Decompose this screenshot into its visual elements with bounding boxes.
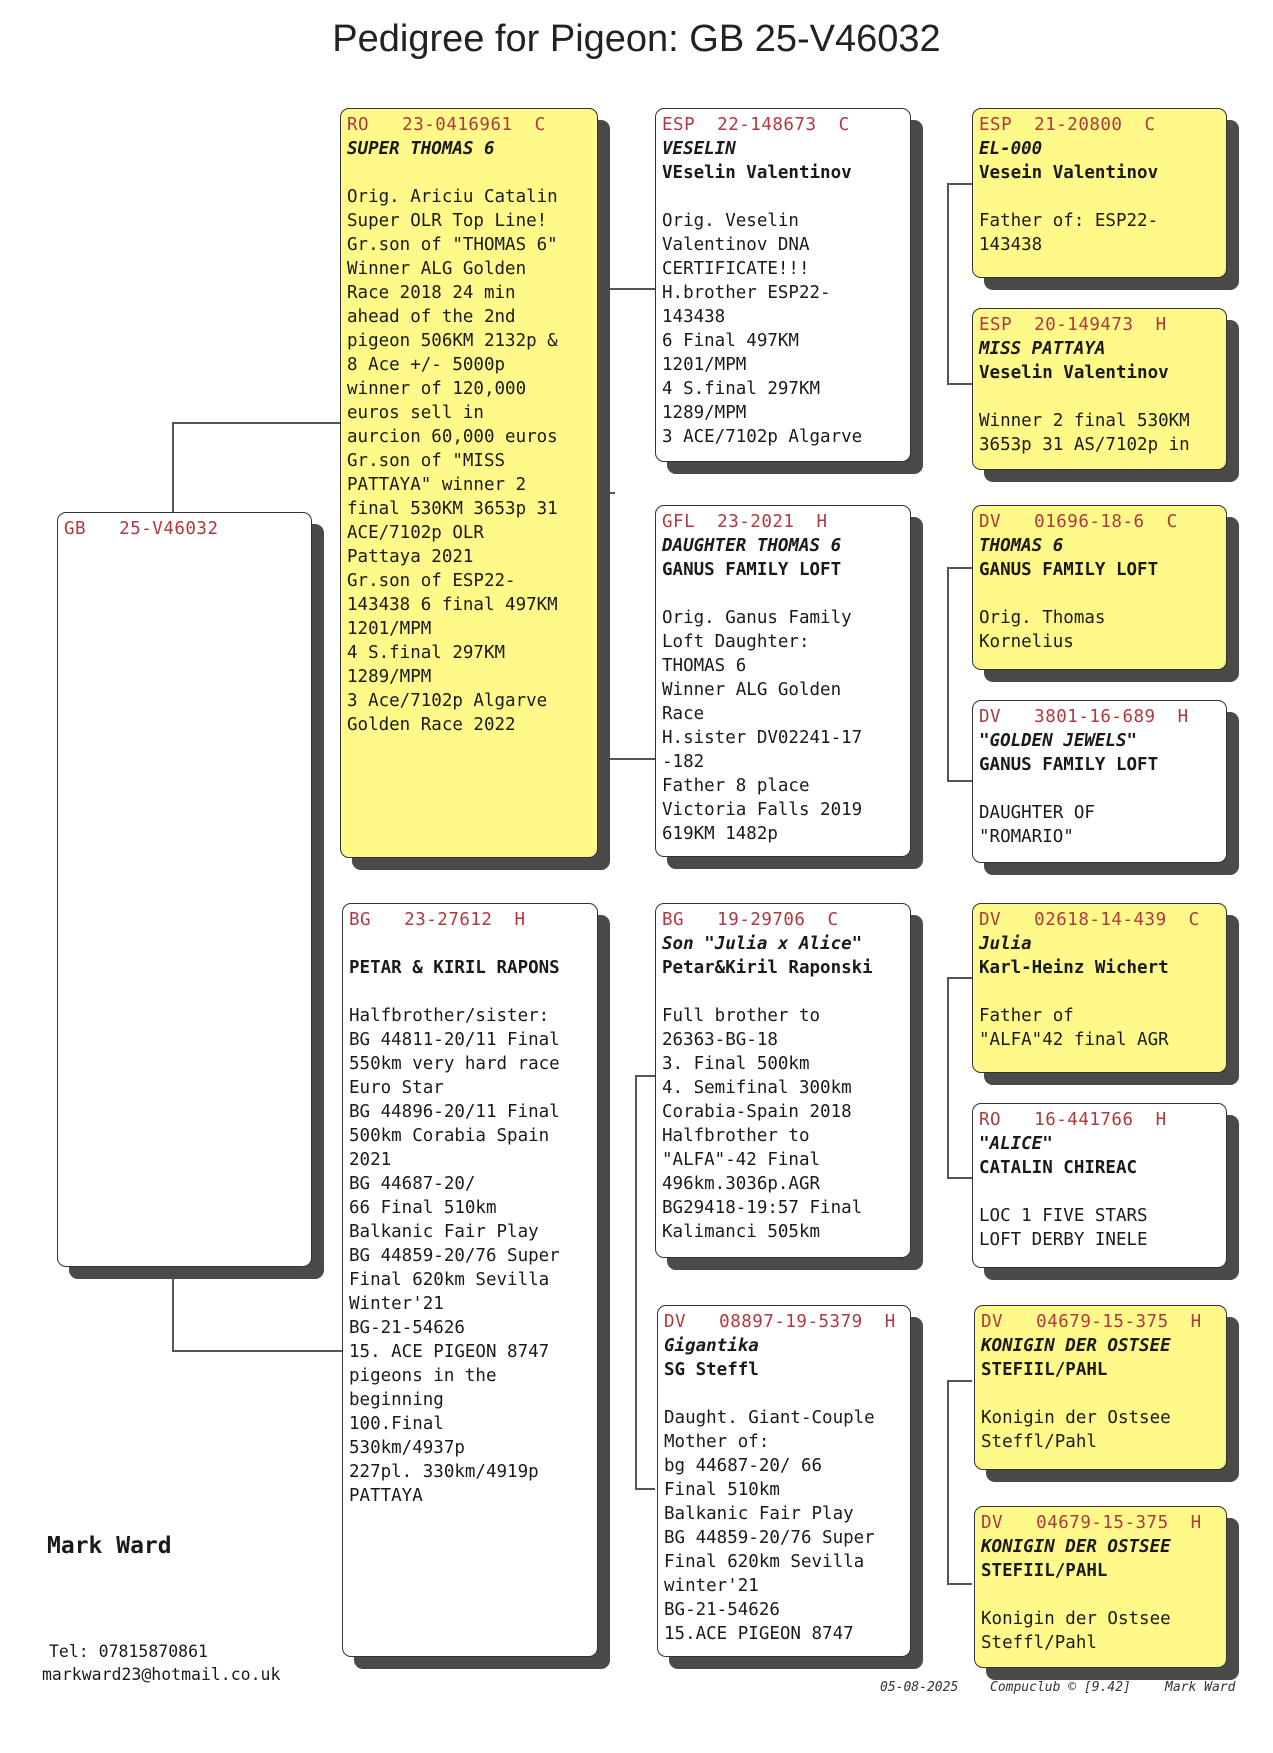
owner-name: Vesein Valentinov <box>979 163 1159 183</box>
subject-pigeon-card <box>57 512 312 1267</box>
connector-line <box>947 977 949 1177</box>
pedigree-notes: LOC 1 FIVE STARS LOFT DERBY INELE <box>979 1206 1148 1250</box>
connector-line <box>947 977 972 979</box>
ring-number: ESP 20-149473 H <box>979 315 1167 335</box>
pigeon-name: "ALICE" <box>979 1134 1053 1154</box>
owner-name: GANUS FAMILY LOFT <box>979 560 1159 580</box>
pigeon-name: MISS PATTAYA <box>979 339 1106 359</box>
connector-line <box>635 1075 655 1077</box>
dam-dam-sire-card <box>974 1305 1227 1470</box>
connector-line <box>947 1380 972 1382</box>
sire-sire-card <box>655 108 911 462</box>
ring-number: RO 23-0416961 C <box>347 115 546 135</box>
connector-line <box>947 1583 972 1585</box>
owner-name: Veselin Valentinov <box>979 363 1169 383</box>
ring-number: DV 02618-14-439 C <box>979 910 1200 930</box>
owner-name: Petar&Kiril Raponski <box>662 958 873 978</box>
connector-line <box>947 183 972 185</box>
ring-number: BG 19-29706 C <box>662 910 839 930</box>
connector-line <box>947 567 972 569</box>
pigeon-name: Julia <box>979 934 1032 954</box>
owner-name: VEselin Valentinov <box>662 163 852 183</box>
owner-name: Karl-Heinz Wichert <box>979 958 1169 978</box>
ring-number: GB 25-V46032 <box>64 519 219 539</box>
connector-line <box>172 1350 342 1352</box>
dam-dam-dam-card <box>974 1506 1227 1668</box>
ring-number: RO 16-441766 H <box>979 1110 1167 1130</box>
ring-number: DV 3801-16-689 H <box>979 707 1189 727</box>
page-title: Pedigree for Pigeon: GB 25-V46032 <box>332 18 941 60</box>
owner-name: GANUS FAMILY LOFT <box>662 560 842 580</box>
footer-date: 05-08-2025 <box>880 1680 959 1695</box>
dam-sire-card <box>655 903 911 1258</box>
pedigree-notes: Konigin der Ostsee Steffl/Pahl <box>981 1609 1171 1653</box>
pigeon-name: Son "Julia x Alice" <box>662 934 863 954</box>
pedigree-notes: DAUGHTER OF "ROMARIO" <box>979 803 1095 847</box>
connector-line <box>947 383 972 385</box>
connector-line <box>605 288 655 290</box>
dam-card <box>342 903 598 1657</box>
pedigree-notes: Orig. Ariciu Catalin Super OLR Top Line! Gr.son of "THOMAS 6" Winner ALG Golden Race 2018 24 min ahead of the 2nd pigeon 506KM 2132p & 8 Ace +/- 5000p winner of 120,000 euros sell in aurcion 60,000 euros Gr.son of "MISS PATTAYA" winner 2 final 530KM 3653p 31 ACE/7102p OLR Pattaya 2021 Gr.son of ESP22- 143438 6 final 497KM 1201/MPM 4 S.final 297KM 1289/MPM 3 Ace/7102p Algarve Golden Race 2022 <box>347 187 558 735</box>
connector-line <box>172 1270 174 1350</box>
connector-line <box>172 422 174 514</box>
pigeon-name: Gigantika <box>664 1336 759 1356</box>
sire-card <box>340 108 598 858</box>
ring-number: DV 04679-15-375 H <box>981 1513 1202 1533</box>
ring-number: ESP 22-148673 C <box>662 115 850 135</box>
footer-software: Compuclub © [9.42] <box>990 1680 1131 1695</box>
connector-line <box>605 492 615 494</box>
connector-line <box>635 1075 637 1488</box>
pigeon-name: SUPER THOMAS 6 <box>347 139 495 159</box>
pedigree-notes: Orig. Thomas Kornelius <box>979 608 1106 652</box>
ring-number: BG 23-27612 H <box>349 910 526 930</box>
pigeon-name: VESELIN <box>662 139 736 159</box>
ring-number: DV 01696-18-6 C <box>979 512 1178 532</box>
pedigree-notes: Orig. Veselin Valentinov DNA CERTIFICATE!!! H.brother ESP22- 143438 6 Final 497KM 1201/MPM 4 S.final 297KM 1289/MPM 3 ACE/7102p Algarve <box>662 211 863 447</box>
owner-name: CATALIN CHIREAC <box>979 1158 1138 1178</box>
connector-line <box>605 758 655 760</box>
sire-dam-card <box>655 505 911 857</box>
ring-number: DV 04679-15-375 H <box>981 1312 1202 1332</box>
sire-sire-dam-card <box>972 308 1227 470</box>
pedigree-notes: Konigin der Ostsee Steffl/Pahl <box>981 1408 1171 1452</box>
pedigree-notes: Father of "ALFA"42 final AGR <box>979 1006 1169 1050</box>
pedigree-notes: Orig. Ganus Family Loft Daughter: THOMAS 6 Winner ALG Golden Race H.sister DV02241-17 -182 Father 8 place Victoria Falls 2019 619KM 1482p <box>662 608 863 844</box>
connector-line <box>947 780 972 782</box>
connector-line <box>605 288 607 758</box>
pigeon-name: DAUGHTER THOMAS 6 <box>662 536 842 556</box>
dam-sire-sire-card <box>972 903 1227 1073</box>
pedigree-notes: Full brother to 26363-BG-18 3. Final 500km 4. Semifinal 300km Corabia-Spain 2018 Halfbrother to "ALFA"-42 Final 496km.3036p.AGR BG29418-19:57 Final Kalimanci 505km <box>662 1006 863 1242</box>
dam-sire-dam-card <box>972 1103 1227 1268</box>
dam-dam-card <box>657 1305 911 1657</box>
footer-author: Mark Ward <box>1165 1680 1236 1695</box>
owner-name: STEFIIL/PAHL <box>981 1561 1108 1581</box>
connector-line <box>947 183 949 383</box>
sire-dam-dam-card <box>972 700 1227 863</box>
pigeon-name: THOMAS 6 <box>979 536 1064 556</box>
owner-name: SG Steffl <box>664 1360 759 1380</box>
pigeon-name: KONIGIN DER OSTSEE <box>981 1537 1171 1557</box>
owner-name: GANUS FAMILY LOFT <box>979 755 1159 775</box>
connector-line <box>947 567 949 780</box>
owner-name: PETAR & KIRIL RAPONS <box>349 958 560 978</box>
connector-line <box>172 422 342 424</box>
pigeon-name: "GOLDEN JEWELS" <box>979 731 1138 751</box>
owner-name: STEFIIL/PAHL <box>981 1360 1108 1380</box>
connector-line <box>635 1488 655 1490</box>
pigeon-name: EL-000 <box>979 139 1043 159</box>
pedigree-notes: Halfbrother/sister: BG 44811-20/11 Final 550km very hard race Euro Star BG 44896-20/11 Final 500km Corabia Spain 2021 BG 44687-20/ 66 Final 510km Balkanic Fair Play BG 44859-20/76 Super Final 620km Sevilla Winter'21 BG-21-54626 15. ACE PIGEON 8747 pigeons in the beginning 100.Final 530km/4937p 227pl. 330km/4919p PATTAYA <box>349 1006 560 1506</box>
pedigree-notes: Daught. Giant-Couple Mother of: bg 44687-20/ 66 Final 510km Balkanic Fair Play BG 44859-20/76 Super Final 620km Sevilla winter'21 BG-21-54626 15.ACE PIGEON 8747 <box>664 1408 875 1644</box>
breeder-contact <box>42 1640 280 1686</box>
breeder-name: Mark Ward <box>47 1533 172 1559</box>
pigeon-name: KONIGIN DER OSTSEE <box>981 1336 1171 1356</box>
ring-number: ESP 21-20800 C <box>979 115 1156 135</box>
connector-line <box>947 1177 972 1179</box>
ring-number: GFL 23-2021 H <box>662 512 828 532</box>
sire-sire-sire-card <box>972 108 1227 278</box>
breeder-phone: Tel: 07815870861 <box>49 1642 208 1661</box>
ring-number: DV 08897-19-5379 H <box>664 1312 896 1332</box>
connector-line <box>947 1380 949 1583</box>
breeder-email: markward23@hotmail.co.uk <box>42 1665 281 1684</box>
pedigree-notes: Father of: ESP22- 143438 <box>979 211 1159 255</box>
pedigree-notes: Winner 2 final 530KM 3653p 31 AS/7102p in <box>979 411 1190 455</box>
sire-dam-sire-card <box>972 505 1227 670</box>
